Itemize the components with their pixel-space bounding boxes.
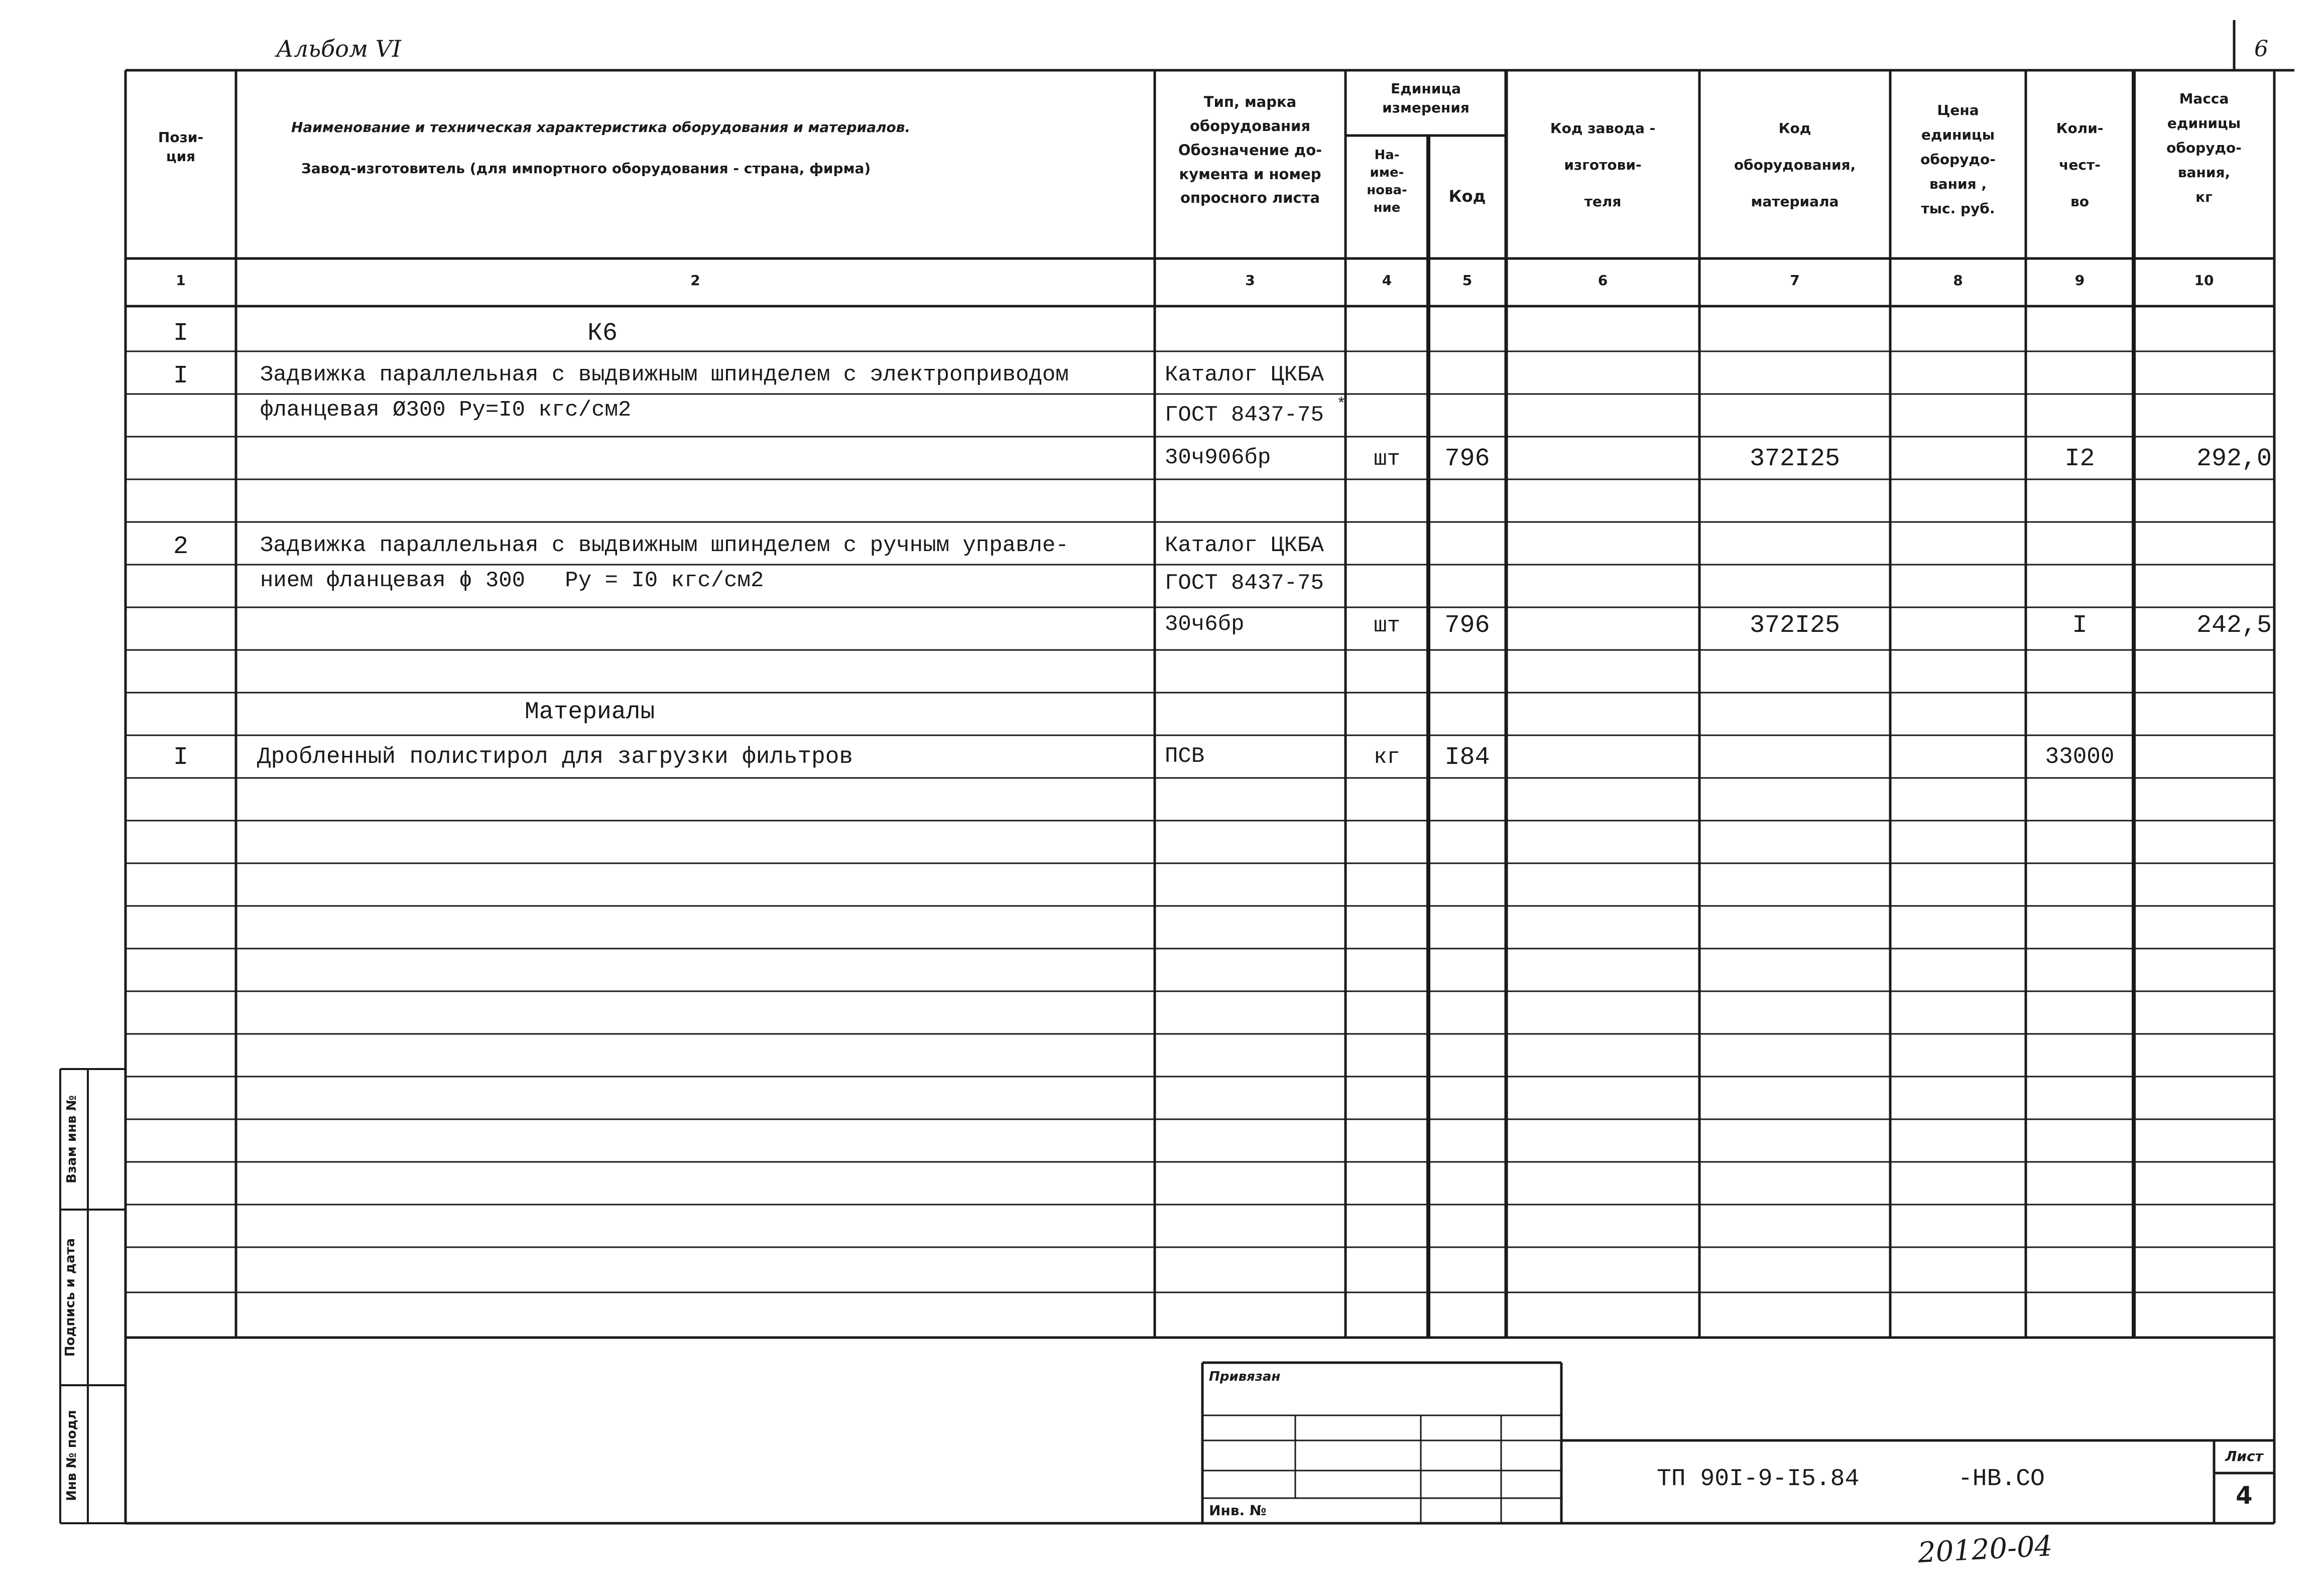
col-number-1: 1: [176, 272, 186, 289]
col-number-8: 8: [1953, 272, 1963, 289]
row8-unit-code: 796: [1444, 611, 1490, 640]
col-number-6: 6: [1598, 272, 1608, 289]
header-unit-mass: Масса единицы оборудо- вания, кг: [2166, 90, 2242, 205]
row8-mass: 242,5: [2196, 611, 2272, 640]
row3-name: фланцевая Ø300 Ру=I0 кгс/см2: [260, 398, 632, 423]
row4-unit: шт: [1374, 447, 1400, 472]
row2-type: Каталог ЦКБА: [1165, 362, 1324, 387]
row11-quantity: 33000: [2045, 744, 2115, 770]
stamp-sheet-label: Лист: [2225, 1448, 2263, 1465]
header-quantity: Коли- чест- во: [2056, 120, 2104, 210]
row3-type-mark: *: [1336, 395, 1347, 414]
row4-mass: 292,0: [2196, 445, 2272, 473]
row10-section-title: Материалы: [525, 699, 655, 726]
header-unit-code: Код: [1448, 187, 1486, 206]
side-label-replacement-inv: Взам инв №: [64, 1095, 79, 1183]
row6-type: Каталог ЦКБА: [1165, 533, 1324, 558]
handwritten-archive-number: 20120-04: [1917, 1530, 2053, 1569]
row8-type: 30ч6бр: [1165, 612, 1245, 637]
stamp-designation-suffix: -НВ.СО: [1958, 1466, 2045, 1493]
col-number-5: 5: [1462, 272, 1473, 289]
col-number-10: 10: [2194, 272, 2214, 289]
header-material-code: Код оборудования, материала: [1734, 120, 1856, 210]
header-unit-price: Цена единицы оборудо- вания , тыс. руб.: [1920, 102, 1996, 217]
col-number-2: 2: [690, 272, 700, 289]
side-label-inv-original: Инв № подл: [64, 1410, 79, 1501]
row6-name: Задвижка параллельная с выдвижным шпинделем с ручным управле-: [260, 533, 1069, 558]
row8-material-code: 372I25: [1749, 611, 1841, 640]
col-number-9: 9: [2074, 272, 2085, 289]
header-position: Пози- ция: [158, 129, 204, 165]
header-name: Наименование и техническая характеристика оборудования и материалов. Завод-изготовитель (для импортного оборудования - страна, фирма): [291, 119, 911, 177]
row4-type: 30ч906бр: [1165, 445, 1271, 470]
row6-position: 2: [173, 533, 188, 561]
row11-position: I: [173, 743, 188, 772]
stamp-sheet-number: 4: [2236, 1482, 2253, 1510]
album-title: Альбом VI: [276, 35, 402, 62]
row4-unit-code: 796: [1444, 445, 1490, 473]
row4-quantity: I2: [2064, 445, 2095, 473]
row1-position: I: [173, 319, 188, 348]
page-corner-number: 6: [2254, 36, 2268, 62]
col-number-3: 3: [1245, 272, 1255, 289]
row7-name: нием фланцевая ϕ 300 Ру = I0 кгс/см2: [260, 568, 764, 593]
col-number-4: 4: [1382, 272, 1392, 289]
row3-type: ГОСТ 8437-75: [1165, 403, 1324, 428]
header-unit: Единица измерения: [1382, 80, 1470, 116]
header-type: Тип, марка оборудования Обозначение до- кумента и номер опросного листа: [1178, 93, 1322, 207]
row11-type: ПСВ: [1165, 744, 1205, 769]
col-number-7: 7: [1790, 272, 1800, 289]
row4-material-code: 372I25: [1749, 445, 1841, 473]
row11-unit: кг: [1374, 745, 1400, 770]
row7-type: ГОСТ 8437-75: [1165, 571, 1324, 596]
row2-position: I: [173, 362, 188, 390]
row8-quantity: I: [2072, 611, 2088, 640]
row11-unit-code: I84: [1444, 743, 1490, 772]
header-unit-name: На- име- нова- ние: [1367, 148, 1407, 216]
stamp-designation: ТП 90I-9-I5.84: [1657, 1466, 1860, 1493]
row2-name: Задвижка параллельная с выдвижным шпинделем с электроприводом: [260, 362, 1069, 387]
row1-name: К6: [587, 319, 618, 348]
header-factory-code: Код завода - изготови- теля: [1550, 120, 1656, 210]
stamp-inv-label: Инв. №: [1209, 1502, 1267, 1519]
stamp-bound-label: Привязан: [1209, 1369, 1281, 1384]
side-label-signature-date: Подпись и дата: [63, 1238, 78, 1357]
row8-unit: шт: [1374, 613, 1400, 638]
row11-name: Дробленный полистирол для загрузки фильтров: [257, 744, 853, 770]
